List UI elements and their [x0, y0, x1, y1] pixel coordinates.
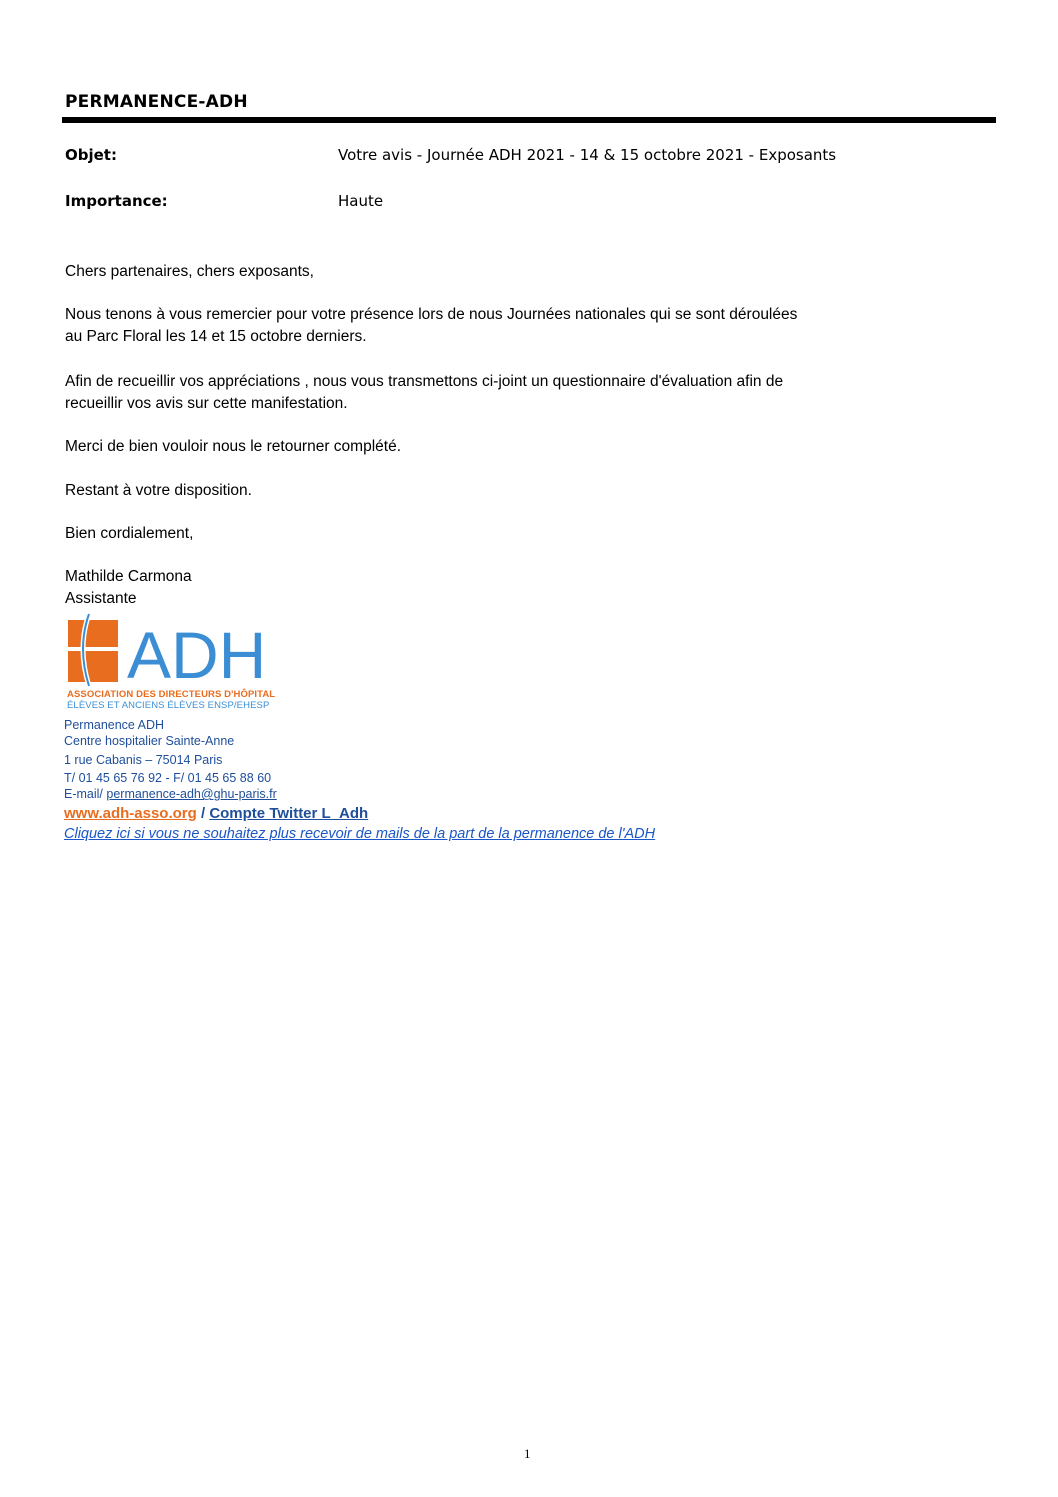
signature-name: Mathilde Carmona — [65, 568, 192, 585]
links-row — [64, 805, 368, 822]
paragraph-availability — [65, 480, 985, 502]
logo-block-divider — [68, 647, 118, 651]
importance-value: Haute — [338, 192, 384, 210]
page-number: 1 — [524, 1446, 531, 1461]
contact-address: 1 rue Cabanis – 75014 Paris — [64, 753, 223, 767]
logo-association-text: ASSOCIATION DES DIRECTEURS D'HÔPITAL — [67, 689, 276, 700]
twitter-link[interactable]: Compte Twitter L_Adh — [209, 805, 369, 822]
header-divider — [62, 117, 996, 123]
contact-email-label: E-mail/ — [64, 787, 107, 801]
paragraph-questionnaire — [65, 371, 985, 415]
subject-label: Objet: — [65, 146, 117, 164]
contact-email-row — [64, 787, 277, 801]
unsubscribe-link[interactable]: Cliquez ici si vous ne souhaitez plus recevoir de mails de la part de la permanence de l'ADH — [64, 826, 656, 842]
paragraph-questionnaire-line-1: Afin de recueillir vos appréciations , nous vous transmettons ci-joint un questionnaire d'évaluation afin de — [65, 373, 784, 390]
document-title: PERMANENCE-ADH — [65, 92, 248, 112]
closing — [65, 523, 985, 545]
greeting-text: Chers partenaires, chers exposants, — [65, 263, 314, 280]
greeting — [65, 261, 985, 283]
logo-eleves-text: ÉLÈVES ET ANCIENS ÉLÈVES ENSP/EHESP — [67, 700, 270, 711]
paragraph-thanks-line-2: au Parc Floral les 14 et 15 octobre derniers. — [65, 328, 367, 345]
paragraph-return — [65, 436, 985, 458]
signature — [65, 566, 192, 610]
logo-letters: ADH — [127, 618, 267, 692]
subject-value: Votre avis - Journée ADH 2021 - 14 & 15 octobre 2021 - Exposants — [338, 146, 837, 164]
paragraph-return-text: Merci de bien vouloir nous le retourner complété. — [65, 438, 402, 455]
closing-text: Bien cordialement, — [65, 525, 194, 542]
paragraph-thanks-line-1: Nous tenons à vous remercier pour votre présence lors de nous Journées nationales qui se sont déroulées — [65, 306, 798, 323]
paragraph-availability-text: Restant à votre disposition. — [65, 482, 252, 499]
website-link[interactable]: www.adh-asso.org — [64, 805, 197, 822]
contact-hospital: Centre hospitalier Sainte-Anne — [64, 734, 235, 748]
contact-phone: T/ 01 45 65 76 92 - F/ 01 45 65 88 60 — [64, 771, 272, 785]
signature-role: Assistante — [65, 590, 137, 607]
importance-label: Importance: — [65, 192, 168, 210]
contact-email-link[interactable]: permanence-adh@ghu-paris.fr — [106, 787, 277, 801]
paragraph-thanks — [65, 304, 985, 348]
paragraph-questionnaire-line-2: recueillir vos avis sur cette manifestation. — [65, 395, 348, 412]
links-separator: / — [196, 805, 210, 822]
contact-office: Permanence ADH — [64, 718, 165, 732]
